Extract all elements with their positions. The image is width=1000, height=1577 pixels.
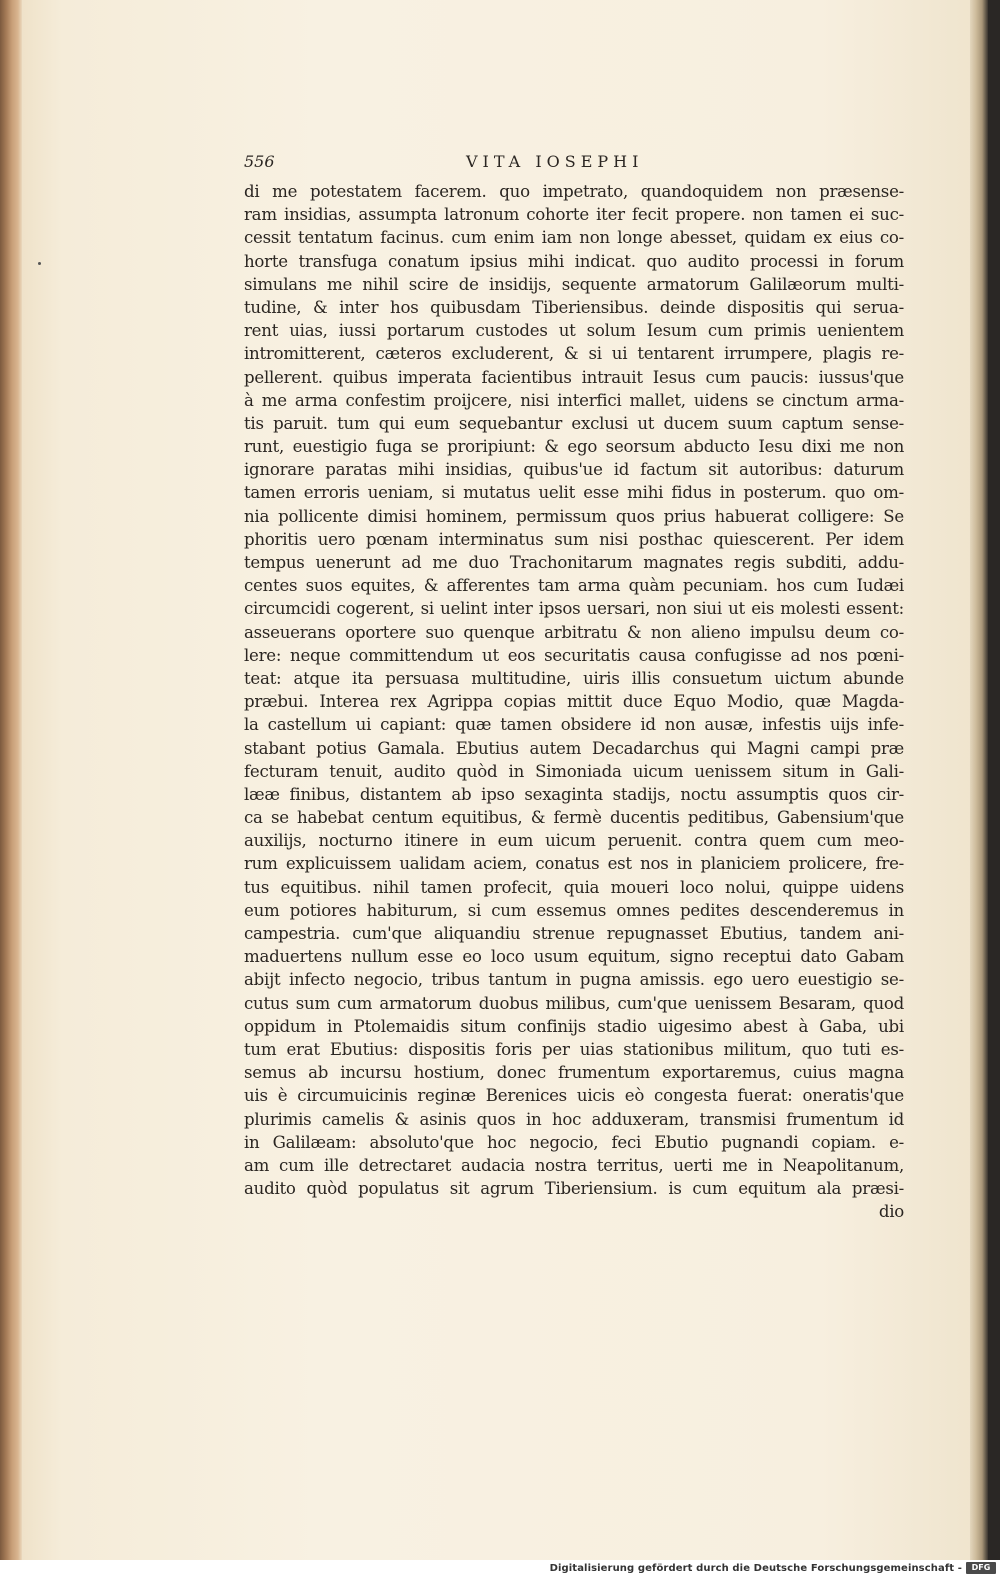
- book-spine-edge: [0, 0, 22, 1560]
- text-line: ram insidias, assumpta latronum cohorte iter fecit propere. non tamen ei suc-: [244, 205, 904, 225]
- text-line: phoritis uero pœnam interminatus sum nisi posthac quiescerent. Per idem: [244, 529, 904, 549]
- page-number: 556: [244, 152, 275, 171]
- text-line: tum erat Ebutius: dispositis foris per uias stationibus militum, quo tuti es-: [244, 1039, 904, 1059]
- text-line: maduertens nullum esse eo loco usum equitum, signo receptui dato Gabam: [244, 947, 904, 967]
- text-line: centes suos equites, & afferentes tam arma quàm pecuniam. hos cum Iudæi: [244, 576, 904, 596]
- text-line: fecturam tenuit, audito quòd in Simoniada uicum uenissem situm in Gali-: [244, 761, 904, 781]
- text-line: abijt infecto negocio, tribus tantum in pugna amissis. ego uero euestigio se-: [244, 970, 904, 990]
- text-line: audito quòd populatus sit agrum Tiberiensium. is cum equitum ala præsi-: [244, 1179, 904, 1199]
- text-line: oppidum in Ptolemaidis situm confinijs stadio uigesimo abest à Gaba, ubi: [244, 1016, 904, 1036]
- text-line: la castellum ui capiant: quæ tamen obsidere id non ausæ, infestis uijs infe-: [244, 715, 904, 735]
- text-line: simulans me nihil scire de insidijs, sequente armatorum Galilæorum multi-: [244, 274, 904, 294]
- text-line: plurimis camelis & asinis quos in hoc adduxeram, transmisi frumentum id: [244, 1109, 904, 1129]
- text-line: campestria. cum'que aliquandiu strenue repugnasset Ebutius, tandem ani-: [244, 924, 904, 943]
- dfg-logo: DFG: [966, 1562, 996, 1574]
- text-line: stabant potius Gamala. Ebutius autem Decadarchus qui Magni campi præ: [244, 738, 904, 758]
- page-header: [244, 150, 904, 176]
- text-line: tudine, & inter hos quibusdam Tiberiensibus. deinde dispositis qui serua-: [244, 297, 904, 317]
- body-text: [244, 180, 904, 1223]
- text-line: ca se habebat centum equitibus, & fermè ducentis peditibus, Gabensium'que: [244, 808, 904, 828]
- text-line: auxilijs, nocturno itinere in eum uicum peruenit. contra quem cum meo-: [244, 831, 904, 851]
- text-line: in Galilæam: absoluto'que hoc negocio, feci Ebutio pugnandi copiam. e-: [244, 1132, 904, 1152]
- text-line: semus ab incursu hostium, donec frumentum exportaremus, cuius magna: [244, 1063, 904, 1083]
- text-line: di me potestatem facerem. quo impetrato, quandoquidem non præsense-: [244, 182, 904, 201]
- text-line: dio: [878, 1202, 904, 1222]
- text-line: tus equitibus. nihil tamen profecit, quia moueri loco nolui, quippe uidens: [244, 877, 904, 897]
- text-line: tempus uenerunt ad me duo Trachonitarum magnates regis subditi, addu-: [244, 553, 904, 572]
- text-line: circumcidi cogerent, si uelint inter ipsos uersari, non siui ut eis molesti essent:: [244, 599, 904, 619]
- text-line: uis è circumuicinis reginæ Berenices uicis eò congesta fuerat: oneratis'que: [244, 1086, 904, 1106]
- text-line: am cum ille detrectaret audacia nostra territus, uerti me in Neapolitanum,: [244, 1155, 904, 1175]
- text-line: eum potiores habiturum, si cum essemus omnes pedites descenderemus in: [244, 900, 904, 920]
- text-line: lææ finibus, distantem ab ipso sexaginta stadijs, noctu assumptis quos cir-: [244, 784, 904, 804]
- text-line: rent uias, iussi portarum custodes ut solum Iesum cum primis uenientem: [244, 321, 904, 341]
- text-line: tis paruit. tum qui eum sequebantur exclusi ut ducem suum captum sense-: [244, 413, 904, 433]
- running-head: VITA IOSEPHI: [466, 152, 644, 171]
- scan-border: [988, 0, 1000, 1560]
- text-line: runt, euestigio fuga se proripiunt: & ego seorsum abducto Iesu dixi me non: [244, 437, 904, 457]
- text-line: præbui. Interea rex Agrippa copias mittit duce Equo Modio, quæ Magda-: [244, 692, 904, 712]
- text-line: lere: neque committendum ut eos securitatis causa confugisse ad nos pœni-: [244, 645, 904, 665]
- text-line: cutus sum cum armatorum duobus milibus, cum'que uenissem Besaram, quod: [244, 993, 904, 1013]
- text-line: horte transfuga conatum ipsius mihi indicat. quo audito processi in forum: [244, 251, 904, 271]
- text-line: ignorare paratas mihi insidias, quibus'ue id factum sit autoribus: daturum: [244, 460, 904, 480]
- digitization-credit: Digitalisierung gefördert durch die Deutsche Forschungsgemeinschaft -: [549, 1563, 962, 1574]
- text-line: nia pollicente dimisi hominem, permissum quos prius habuerat colligere: Se: [244, 506, 904, 526]
- text-line: tamen erroris ueniam, si mutatus uelit esse mihi fidus in posterum. quo om-: [244, 483, 904, 503]
- text-line: cessit tentatum facinus. cum enim iam non longe abesset, quidam ex eius co-: [244, 228, 904, 248]
- paper-speck: [38, 262, 41, 265]
- page-fore-edge: [970, 0, 988, 1560]
- text-line: à me arma confestim proijcere, nisi interfici mallet, uidens se cinctum arma-: [244, 390, 904, 410]
- text-line: rum explicuissem ualidam aciem, conatus est nos in planiciem prolicere, fre-: [244, 854, 904, 874]
- text-line: teat: atque ita persuasa multitudine, uiris illis consuetum uictum abunde: [244, 668, 904, 688]
- text-line: pellerent. quibus imperata facientibus intrauit Iesus cum paucis: iussus'que: [244, 367, 904, 387]
- text-line: intromitterent, cæteros excluderent, & si ui tentarent irrumpere, plagis re-: [244, 344, 904, 364]
- text-line: asseuerans oportere suo quenque arbitratu & non alieno impulsu deum co-: [244, 622, 904, 642]
